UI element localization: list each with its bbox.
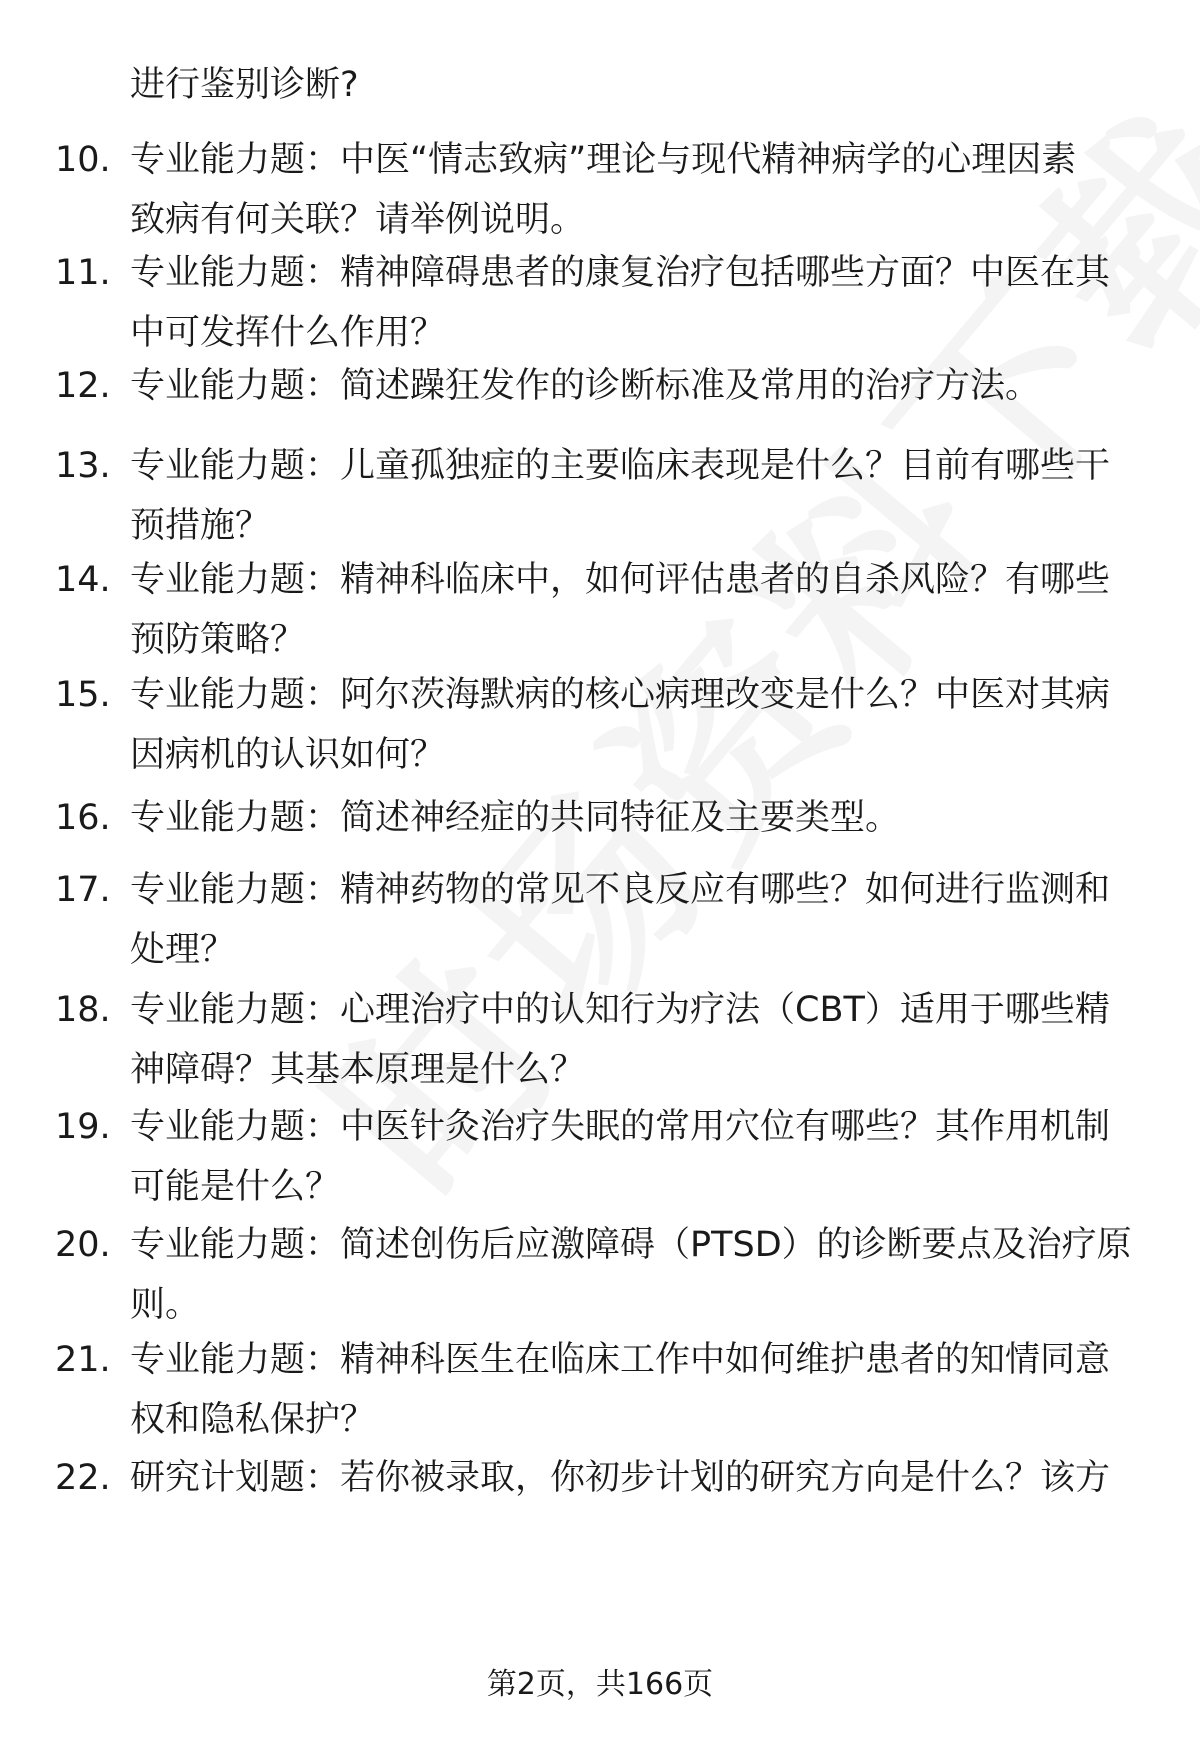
page-footer: 第2页，共166页: [486, 1667, 714, 1702]
question-text: 专业能力题：精神障碍患者的康复治疗包括哪些方面？中医在其 中可发挥什么作用？: [130, 253, 1111, 353]
question-text: 专业能力题：中医针灸治疗失眠的常用穴位有哪些？其作用机制 可能是什么？: [130, 1107, 1111, 1207]
question-text: 研究计划题：若你被录取，你初步计划的研究方向是什么？该方: [130, 1458, 1111, 1498]
question-number: 17.: [55, 870, 111, 910]
question-text: 专业能力题：阿尔茨海默病的核心病理改变是什么？中医对其病 因病机的认识如何？: [130, 675, 1111, 775]
question-number: 15.: [55, 675, 111, 715]
question-text: 专业能力题：简述神经症的共同特征及主要类型。: [130, 798, 901, 838]
question-text: 专业能力题：简述创伤后应激障碍（PTSD）的诊断要点及治疗原 则。: [130, 1225, 1132, 1325]
question-text: 专业能力题：心理治疗中的认知行为疗法（CBT）适用于哪些精 神障碍？其基本原理是什么？: [130, 990, 1110, 1090]
question-number: 10.: [55, 140, 111, 180]
question-number: 19.: [55, 1107, 111, 1147]
question-text: 专业能力题：精神科医生在临床工作中如何维护患者的知情同意 权和隐私保护？: [130, 1340, 1111, 1440]
question-number: 22.: [55, 1458, 111, 1498]
question-number: 12.: [55, 366, 111, 406]
continuation-text: 进行鉴别诊断?: [130, 65, 359, 105]
question-number: 14.: [55, 560, 111, 600]
question-number: 21.: [55, 1340, 111, 1380]
question-number: 11.: [55, 253, 111, 293]
question-number: 18.: [55, 990, 111, 1030]
question-number: 16.: [55, 798, 111, 838]
question-text: 专业能力题：简述躁狂发作的诊断标准及常用的治疗方法。: [130, 366, 1041, 406]
question-text: 专业能力题：中医“情志致病”理论与现代精神病学的心理因素 致病有何关联？请举例说明。: [130, 140, 1077, 240]
question-text: 专业能力题：儿童孤独症的主要临床表现是什么？目前有哪些干 预措施？: [130, 446, 1111, 546]
question-text: 专业能力题：精神科临床中，如何评估患者的自杀风险？有哪些 预防策略？: [130, 560, 1111, 660]
question-number: 20.: [55, 1225, 111, 1265]
question-number: 13.: [55, 446, 111, 486]
question-text: 专业能力题：精神药物的常见不良反应有哪些？如何进行监测和 处理？: [130, 870, 1111, 970]
